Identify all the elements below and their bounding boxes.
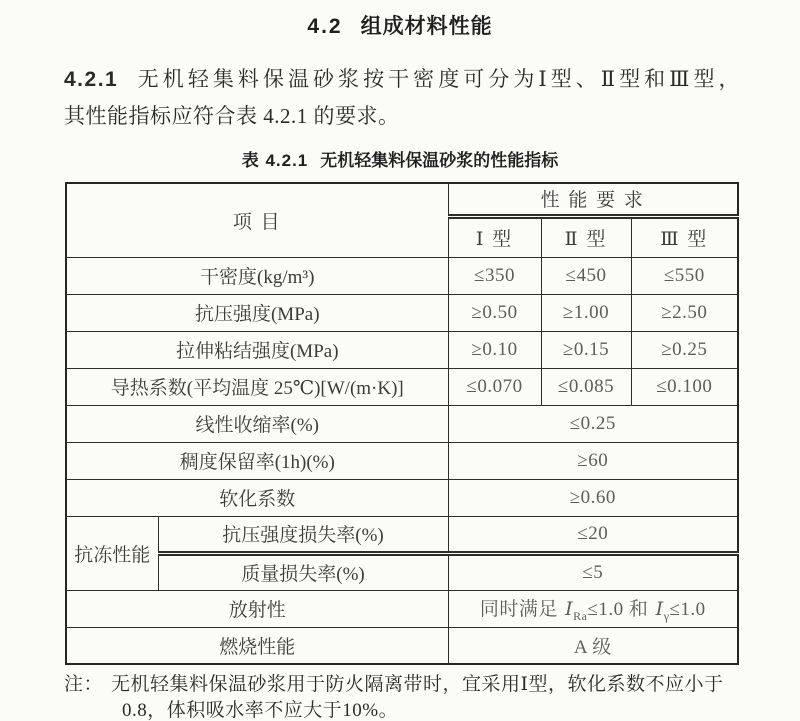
section-title bbox=[0, 0, 800, 40]
row-value: ≤350 bbox=[448, 257, 541, 294]
row-label: 燃烧性能 bbox=[66, 627, 448, 664]
row-label: 线性收缩率(%) bbox=[66, 405, 448, 442]
header-requirement-cell: 性 能 要 求 bbox=[448, 183, 738, 216]
row-value: ≤0.25 bbox=[448, 405, 738, 442]
table-row-frost-mass-loss bbox=[66, 553, 738, 590]
row-label: 抗压强度(MPa) bbox=[66, 294, 448, 331]
radioactivity-cond-1: ≤1.0 和 bbox=[587, 598, 654, 620]
row-value: ≥0.10 bbox=[448, 331, 541, 368]
row-value: ≤0.070 bbox=[448, 368, 541, 405]
row-value: ≥2.50 bbox=[631, 294, 738, 331]
clause-line-2 bbox=[64, 98, 740, 135]
row-value: ≤0.100 bbox=[631, 368, 738, 405]
table-row-radioactivity bbox=[66, 590, 738, 627]
radioactivity-sub-ra: Ra bbox=[573, 608, 588, 623]
note-text-2: 0.8，体积吸水率不应大于10%。 bbox=[122, 700, 399, 721]
row-value: ≥0.50 bbox=[448, 294, 541, 331]
table-row-thermal-conductivity bbox=[66, 368, 738, 405]
radioactivity-cond-2: ≤1.0 bbox=[669, 598, 706, 620]
table-row-tensile-bond-strength bbox=[66, 331, 738, 368]
section-title-text: 组成材料性能 bbox=[360, 15, 493, 38]
row-label: 质量损失率(%) bbox=[158, 553, 448, 590]
note-prefix: 注： bbox=[64, 674, 104, 695]
row-label: 放射性 bbox=[66, 590, 448, 627]
row-value: ≤20 bbox=[448, 516, 738, 553]
table-row-linear-shrinkage bbox=[66, 405, 738, 442]
note-text-1: 无机轻集料保温砂浆用于防火隔离带时，宜采用Ⅰ型，软化系数不应小于 bbox=[111, 674, 724, 695]
row-value: A 级 bbox=[448, 627, 738, 664]
table-row-dry-density bbox=[66, 257, 738, 294]
clause-text-2: 其性能指标应符合表 4.2.1 的要求。 bbox=[64, 104, 400, 128]
row-value: ≥1.00 bbox=[541, 294, 631, 331]
clause-paragraph bbox=[64, 61, 740, 135]
performance-table bbox=[65, 182, 739, 665]
clause-line-1 bbox=[64, 61, 740, 98]
table-row-consistency-retention bbox=[66, 442, 738, 479]
row-value: ≥60 bbox=[448, 442, 738, 479]
row-value: ≥0.60 bbox=[448, 479, 738, 516]
row-value: ≤550 bbox=[631, 257, 738, 294]
row-label: 拉伸粘结强度(MPa) bbox=[66, 331, 448, 368]
row-value: ≥0.25 bbox=[631, 331, 738, 368]
radioactivity-prefix: 同时满足 bbox=[479, 598, 564, 620]
table-row-combustion bbox=[66, 627, 738, 664]
header-row-1 bbox=[66, 183, 738, 216]
table-note bbox=[64, 672, 760, 721]
header-type-3: Ⅲ 型 bbox=[631, 216, 738, 257]
frost-group-cell: 抗冻性能 bbox=[66, 516, 158, 590]
row-value: ≤0.085 bbox=[541, 368, 631, 405]
clause-text-1: 无机轻集料保温砂浆按干密度可分为Ⅰ型、Ⅱ型和Ⅲ型， bbox=[134, 67, 740, 91]
row-label: 干密度(kg/m³) bbox=[66, 257, 448, 294]
header-type-2: Ⅱ 型 bbox=[541, 216, 631, 257]
row-label: 软化系数 bbox=[66, 479, 448, 516]
radioactivity-symbol-igamma: I bbox=[655, 597, 664, 620]
table-row-softening-coefficient bbox=[66, 479, 738, 516]
table-caption-title: 无机轻集料保温砂浆的性能指标 bbox=[320, 151, 559, 170]
row-value: ≤5 bbox=[448, 553, 738, 590]
header-type-1: Ⅰ 型 bbox=[448, 216, 541, 257]
row-value-radioactivity bbox=[448, 590, 738, 627]
radioactivity-sub-gamma: γ bbox=[663, 608, 670, 623]
table-caption bbox=[0, 150, 800, 172]
row-label: 抗压强度损失率(%) bbox=[158, 516, 448, 553]
table-row-compressive-strength bbox=[66, 294, 738, 331]
row-value: ≤450 bbox=[541, 257, 631, 294]
row-value: ≥0.15 bbox=[541, 331, 631, 368]
section-number: 4.2 bbox=[307, 15, 343, 38]
table-row-frost-strength-loss bbox=[66, 516, 738, 553]
row-label: 导热系数(平均温度 25℃)[W/(m·K)] bbox=[66, 368, 448, 405]
radioactivity-symbol-ira: I bbox=[565, 597, 574, 620]
clause-number: 4.2.1 bbox=[64, 68, 119, 91]
header-item-cell: 项 目 bbox=[66, 183, 448, 257]
row-label: 稠度保留率(1h)(%) bbox=[66, 442, 448, 479]
table-caption-number: 表 4.2.1 bbox=[241, 151, 309, 170]
